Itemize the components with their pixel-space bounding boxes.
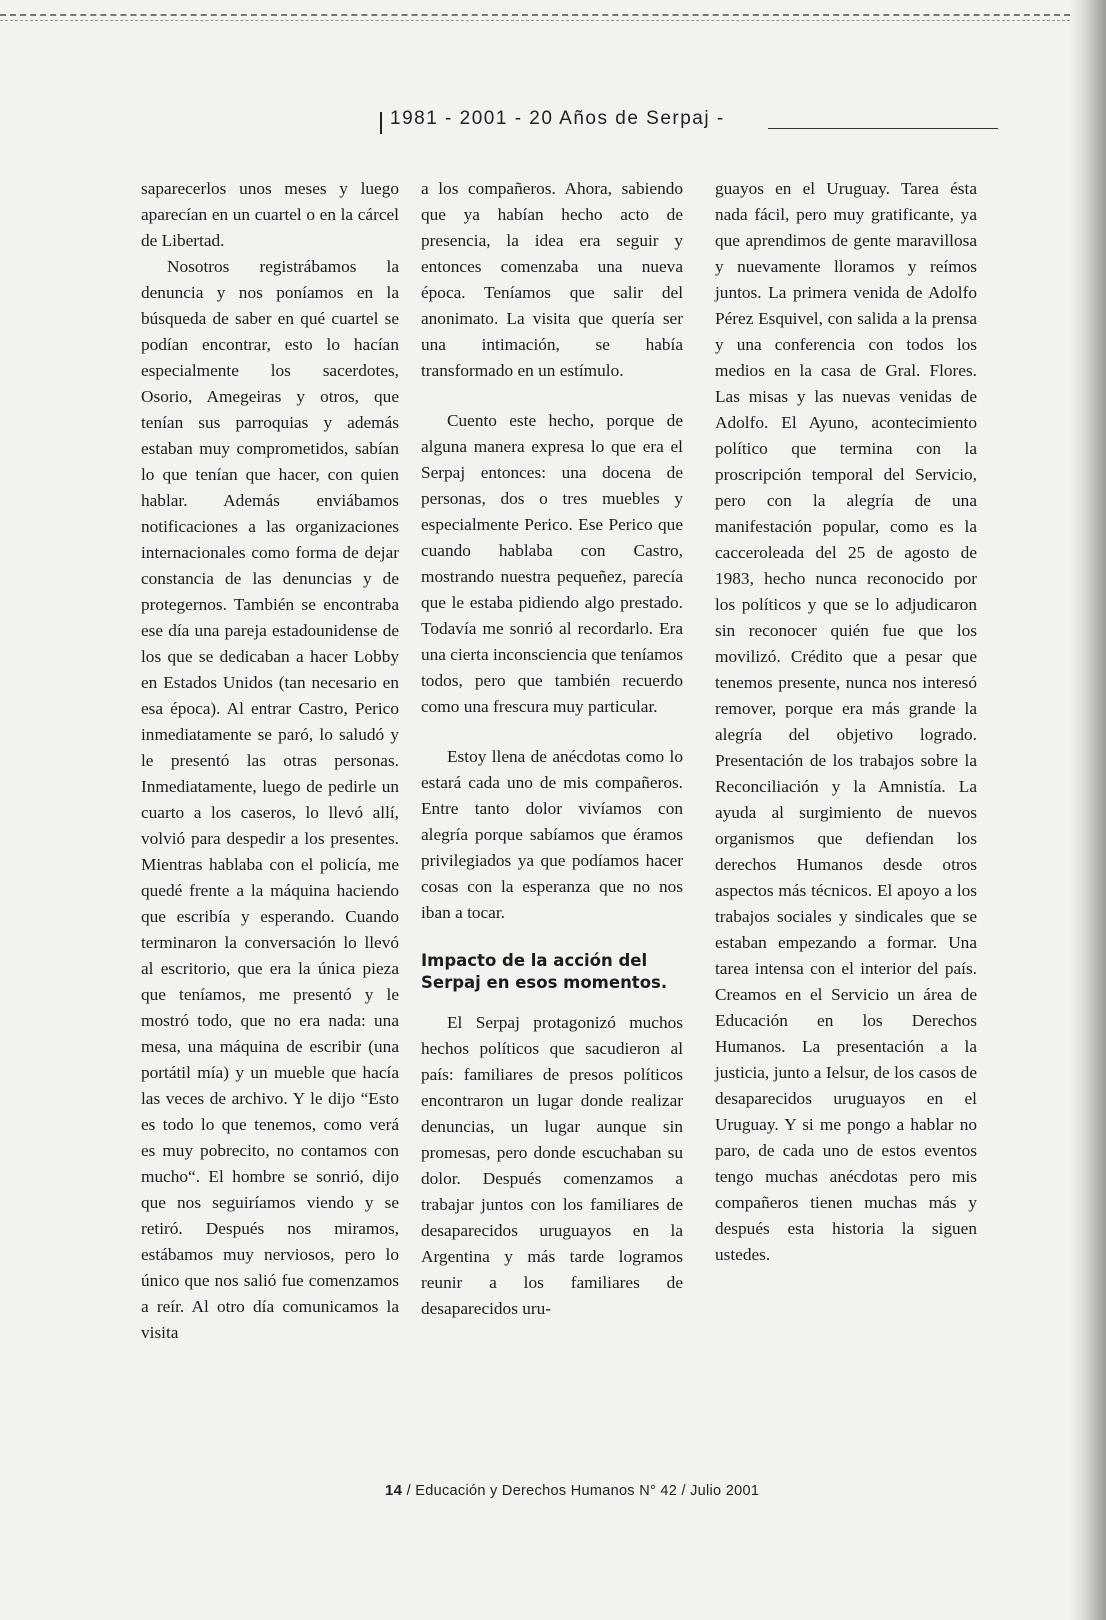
paragraph: Estoy llena de anécdotas como lo estará cada uno de mis compañeros. Entre tanto dolor vivíamos con alegría porque sabíamos que éramos privilegiados ya que podíamos hacer cosas con la esperanza que no nos iban a tocar. (421, 747, 683, 922)
column-3 (715, 176, 977, 1268)
paragraph: Cuento este hecho, porque de alguna manera expresa lo que era el Serpaj entonces: una docena de personas, dos o tres muebles y especialmente Perico. Ese Perico que cuando hablaba con Castro, mostrando nuestra pequeñez, parecía que le estaba pidiendo algo prestado. Todavía me sonrió al recordarlo. Era una cierta inconsciencia que teníamos todos, pero que también recuerdo como una frescura muy particular. (421, 411, 683, 716)
top-border-dashes (0, 14, 1070, 22)
page-number: 14 (385, 1482, 403, 1499)
running-title: 1981 - 2001 - 20 Años de Serpaj - (390, 108, 725, 129)
paragraph: El Serpaj protagonizó muchos hechos políticos que sacudieron al país: familiares de presos políticos encontraron un lugar donde realizar denuncias, un lugar aunque sin promesas, pero donde escuchaban su dolor. Después comenzamos a trabajar juntos con los familiares de desaparecidos uruguayos en la Argentina y más tarde logramos reunir a los familiares de desaparecidos uru- (421, 1013, 683, 1318)
running-header (380, 108, 1000, 134)
column-1 (141, 176, 399, 1346)
page-footer (385, 1482, 805, 1499)
paragraph: guayos en el Uruguay. Tarea ésta nada fácil, pero muy gratificante, ya que aprendimos de gente maravillosa y nuevamente lloramos y reímos juntos. La primera venida de Adolfo Pérez Esquivel, con salida a la prensa y una conferencia con todos los medios en la casa de Gral. Flores. Las misas y las nuevas venidas de Adolfo. El Ayuno, acontecimiento político que termina con la proscripción temporal del Servicio, pero con la alegría de una manifestación popular, como es la cacceroleada del 25 de agosto de 1983, hecho nunca reconocido por los políticos y que se lo adjudicaron sin reconocer quién fue que los movilizó. Crédito que a pesar que tenemos presente, nunca nos interesó remover, porque era más grande la alegría del objetivo logrado. Presentación de los trabajos sobre la Reconciliación y la Amnistía. La ayuda al surgimiento de nuevos organismos que defiendan los derechos Humanos desde otros aspectos más técnicos. El apoyo a los trabajos sociales y sindicales que se estaban empezando a formar. Una tarea intensa con el interior del país. Creamos en el Servicio un área de Educación en los Derechos Humanos. La presentación a la justicia, junto a Ielsur, de los casos de desaparecidos uruguayos en el Uruguay. Y si me pongo a hablar no paro, de cada uno de estos eventos tengo muchas anécdotas pero mis compañeros tienen muchas más y después esta historia la siguen ustedes. (715, 179, 977, 1264)
publication-info: / Educación y Derechos Humanos N° 42 / Julio 2001 (406, 1483, 760, 1499)
column-2 (421, 176, 683, 1322)
header-bracket (380, 112, 382, 134)
header-rule (768, 128, 998, 129)
paragraph: a los compañeros. Ahora, sabiendo que ya habían hecho acto de presencia, la idea era seguir y entonces comenzaba una nueva época. Teníamos que salir del anonimato. La visita que quería ser una intimación, se había transformado en un estímulo. (421, 179, 683, 380)
page-edge-shadow (1070, 0, 1106, 1620)
paragraph: saparecerlos unos meses y luego aparecían en un cuartel o en la cárcel de Libertad. (141, 179, 399, 250)
paragraph: Nosotros registrábamos la denuncia y nos poníamos en la búsqueda de saber en qué cuartel se podían encontrar, esto lo hacían especialmente los sacerdotes, Osorio, Amegeiras y otros, que tenían sus parroquias y además estaban muy comprometidos, sabían lo que tenían que hacer, con quien hablar. Además enviábamos notificaciones a las organizaciones internacionales como forma de dejar constancia de las denuncias y de protegernos. También se encontraba ese día una pareja estadounidense de los que se dedicaban a hacer Lobby en Estados Unidos (tan necesario en esa época). Al entrar Castro, Perico inmediatamente se paró, lo saludó y le presentó las otras personas. Inmediatamente, luego de pedirle un cuarto a los caseros, lo llevó allí, volvió para despedir a los presentes. Mientras hablaba con el policía, me quedé frente a la máquina haciendo que escribía y esperando. Cuando terminaron la conversación lo llevó al escritorio, que era la única pieza que teníamos, me presentó y le mostró todo, que no era nada: una mesa, una máquina de escribir (una portátil mía) y un mueble que hacía las veces de archivo. Y le dijo “Esto es todo lo que tenemos, como verá es muy pobrecito, no contamos con mucho“. El hombre se sonrió, dijo que nos seguiríamos viendo y se retiró. Después nos miramos, estábamos muy nerviosos, pero lo único que nos salió fue comenzamos a reír. Al otro día comunicamos la visita (141, 257, 399, 1342)
section-heading: Impacto de la acción del Serpaj en esos momentos. (421, 951, 668, 992)
